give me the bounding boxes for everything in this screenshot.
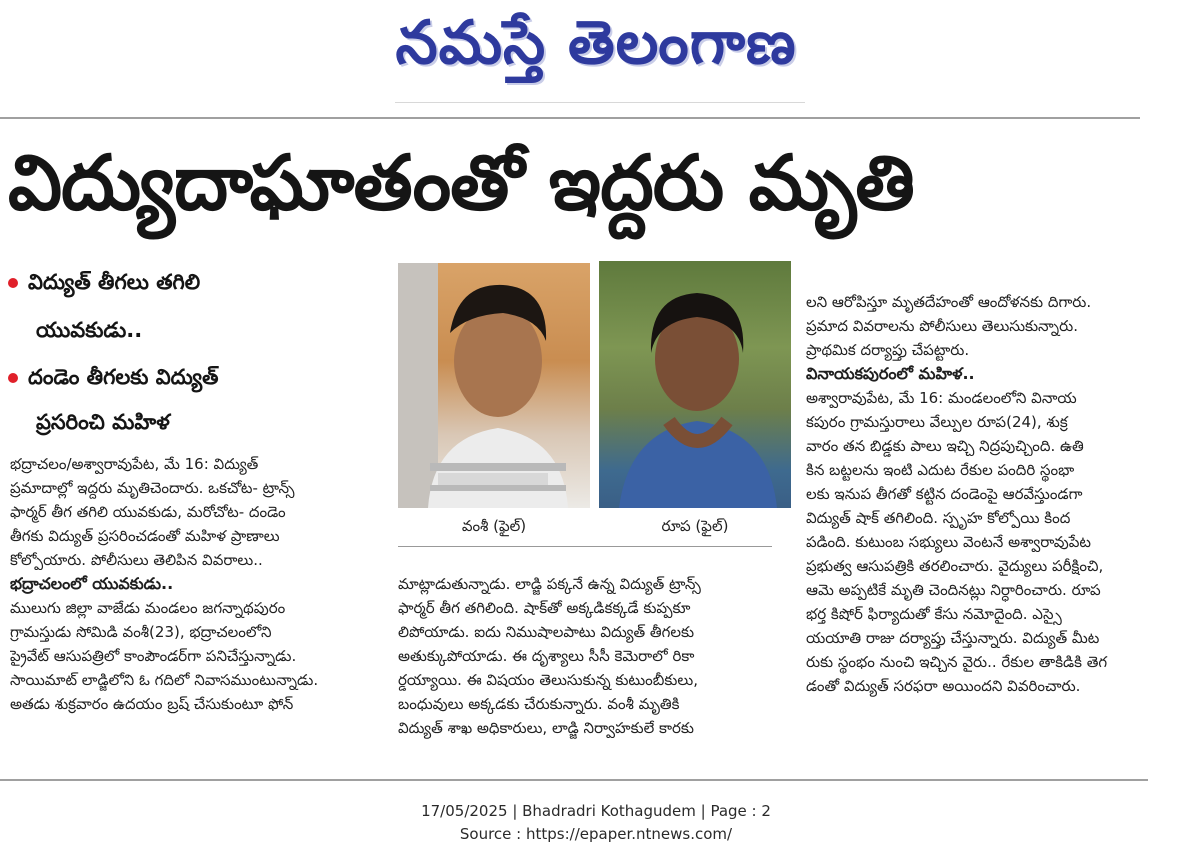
text-line: వారం తన బిడ్డకు పాలు ఇచ్చి నిద్రపుచ్చింది. ఉతి (806, 437, 1084, 455)
portrait-woman-icon (599, 261, 791, 508)
text-line: అతడు శుక్రవారం ఉదయం బ్రష్ చేసుకుంటూ ఫోన్ (10, 695, 294, 713)
text-line: భర్త కిషోర్ ఫిర్యాదుతో కేసు నమోదైంది. ఎస్సై (806, 605, 1062, 623)
text-line: ప్రమాదాల్లో ఇద్దరు మృతిచెందారు. ఒకచోట- ట్రాన్స్ (10, 479, 295, 497)
text-line: ఫార్మర్ తీగ తగిలింది. షాక్‌తో అక్కడికక్కడే కుప్పకూ (398, 599, 691, 617)
text-line: ఆమె అప్పటికే మృతి చెందినట్లు నిర్ధారించారు. రూప (806, 581, 1101, 599)
text-line: మాట్లాడుతున్నాడు. లాడ్జి పక్కనే ఉన్న విద్యుత్ ట్రాన్స్ (398, 575, 701, 593)
column-right (806, 290, 1146, 698)
text-line: ప్రభుత్వ ఆసుపత్రికి తరలించారు. వైద్యులు పరీక్షించి, (806, 557, 1104, 575)
highlight-2-line1: దండెం తీగలకు విద్యుత్ (28, 365, 219, 389)
text-line: అశ్వారావుపేట, మే 16: మండలంలోని వినాయ (806, 389, 1077, 407)
text-line: ర్డయ్యాయి. ఈ విషయం తెలుసుకున్న కుటుంబీకులు, (398, 671, 698, 689)
top-divider (0, 117, 1140, 119)
text-line: తీగకు విద్యుత్ ప్రసరించడంతో మహిళ ప్రాణాలు (10, 527, 280, 545)
text-line: గ్రామస్తుడు సోమిడి వంశీ(23), భద్రాచలంలోని (10, 623, 272, 641)
photo-caption-vamshi: వంశీ (ఫైల్) (461, 517, 527, 535)
footer-date-edition: 17/05/2025 | Bhadradri Kothagudem | Page : 2 (421, 802, 771, 820)
highlight-2-line2: ప్రసరించి మహిళ (36, 410, 170, 434)
highlight-1-line2: యువకుడు.. (36, 318, 143, 342)
masthead (0, 0, 1192, 100)
text-line: పడింది. కుటుంబ సభ్యులు వెంటనే అశ్వారావుపేట (806, 533, 1092, 551)
text-line: భద్రాచలం/అశ్వారావుపేట, మే 16: విద్యుత్ (10, 455, 259, 473)
text-line: సాయిమాట్ లాడ్జిలోని ఓ గదిలో నివాసముంటున్నాడు. (10, 671, 319, 689)
bullet-icon (8, 373, 18, 383)
highlight-1 (8, 270, 388, 300)
newspaper-logo: నమస్తే తెలంగాణ (395, 8, 797, 78)
highlight-2-cont (8, 410, 416, 440)
highlight-1-line1: విద్యుత్ తీగలు తగిలి (28, 270, 201, 294)
text-line: రుకు స్థంభం నుంచి ఇచ్చిన వైరు.. రేకుల తాకిడికి తెగ (806, 653, 1108, 671)
text-line: కపురం గ్రామస్తురాలు వేల్పుల రూప(24), శుక్ర (806, 413, 1068, 431)
subheading-vinayakapuram: వినాయకపురంలో మహిళ.. (806, 364, 975, 383)
text-line: కోల్పోయారు. పోలీసులు తెలిపిన వివరాలు.. (10, 551, 263, 569)
text-line: అతుక్కుపోయాడు. ఈ దృశ్యాలు సీసీ కెమెరాలో రికా (398, 647, 695, 665)
text-line: విద్యుత్ శాఖ అధికారులు, లాడ్జి నిర్వాహకులే కారకు (398, 719, 694, 737)
text-line: ఫార్మర్ తీగ తగిలి యువకుడు, మరోచోట- దండెం (10, 503, 286, 521)
subheading-bhadrachalam: భద్రాచలంలో యువకుడు.. (10, 574, 174, 593)
text-line: ములుగు జిల్లా వాజేడు మండలం జగన్నాథపురం (10, 599, 286, 617)
masthead-divider (395, 102, 805, 103)
bottom-divider (0, 779, 1148, 781)
text-line: యయాతి రాజు దర్యాప్తు చేస్తున్నారు. విద్యుత్ మీట (806, 629, 1100, 647)
photo-roopa (599, 261, 791, 508)
footer-source[interactable]: Source : https://epaper.ntnews.com/ (459, 825, 733, 843)
text-line: బంధువులు అక్కడకు చేరుకున్నారు. వంశీ మృతికి (398, 695, 680, 713)
text-line: లిపోయాడు. ఐదు నిముషాలపాటు విద్యుత్ తీగలకు (398, 623, 695, 641)
highlight-1-cont (8, 318, 416, 348)
photo-vamshi (398, 263, 590, 508)
column-left (10, 452, 378, 716)
text-line: లని ఆరోపిస్తూ మృతదేహంతో ఆందోళనకు దిగారు. (806, 293, 1092, 311)
headline: విద్యుదాఘాతంతో ఇద్దరు మృతి (8, 138, 914, 227)
photo-caption-roopa: రూప (ఫైల్) (661, 517, 729, 535)
text-line: ప్రాథమిక దర్యాప్తు చేపట్టారు. (806, 341, 970, 359)
portrait-man-icon (398, 263, 590, 508)
caption-divider (398, 546, 772, 547)
text-line: విద్యుత్ షాక్ తగిలింది. స్పృహ కోల్పోయి కింద (806, 509, 1071, 527)
highlight-2 (8, 365, 388, 395)
text-line: లకు ఇనుప తీగతో కట్టిన దండెంపై ఆరవేస్తుండగా (806, 485, 1083, 503)
bullet-icon (8, 278, 18, 288)
column-middle (398, 572, 772, 740)
text-line: డంతో విద్యుత్ సరఫరా అయిందని వివరించారు. (806, 677, 1081, 695)
text-line: ప్రైవేట్ ఆసుపత్రిలో కాంపౌండర్‌గా పనిచేస్తున్నాడు. (10, 647, 297, 665)
text-line: ప్రమాద వివరాలను పోలీసులు తెలుసుకున్నారు. (806, 317, 1078, 335)
text-line: కిన బట్టలను ఇంటి ఎదుట రేకుల పందిరి స్థంభా (806, 461, 1075, 479)
